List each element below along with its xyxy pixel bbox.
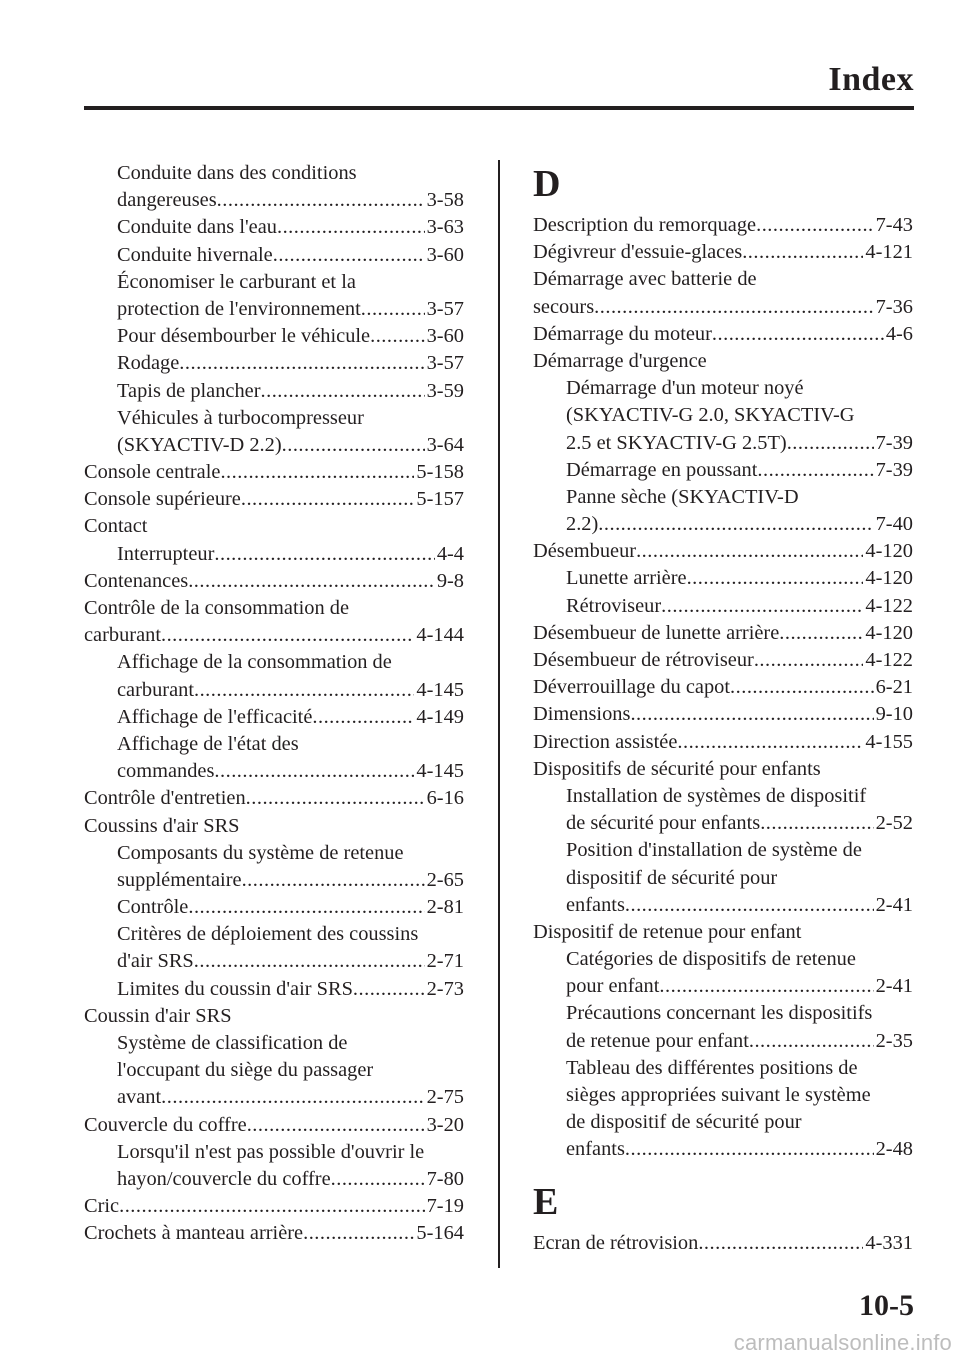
entry-term: Interrupteur <box>117 542 215 565</box>
dot-leader <box>361 296 425 323</box>
entry-page-ref: 4-120 <box>865 540 913 563</box>
entry-term: commandes <box>117 760 215 783</box>
index-subentry <box>566 837 913 864</box>
entry-term: l'occupant du siège du passager <box>117 1059 374 1082</box>
entry-page-ref: 5-157 <box>416 488 464 511</box>
index-entry <box>533 239 913 266</box>
entry-term: Véhicules à turbocompresseur <box>117 406 364 429</box>
dot-leader <box>779 620 863 647</box>
entry-page-ref: 7-40 <box>875 513 913 536</box>
entry-term: Cric <box>84 1195 120 1218</box>
dot-leader <box>242 867 425 894</box>
watermark: carmanualsonline.info <box>733 1330 952 1355</box>
entry-term: Désembueur de rétroviseur <box>533 649 754 671</box>
index-subentry <box>566 430 913 457</box>
entry-term: Affichage de l'efficacité <box>117 705 313 728</box>
dot-leader <box>598 511 873 538</box>
index-subentry <box>117 758 464 785</box>
entry-term: hayon/couvercle du coffre <box>117 1167 331 1190</box>
entry-page-ref: 3-57 <box>426 352 464 375</box>
entry-page-ref: 4-155 <box>865 730 913 753</box>
entry-term: Conduite dans l'eau <box>117 216 277 239</box>
entry-term: (SKYACTIV-G 2.0, SKYACTIV-G <box>566 404 855 427</box>
section-letter: E <box>533 1180 559 1223</box>
entry-page-ref: 3-59 <box>426 379 464 402</box>
index-subentry <box>566 511 913 538</box>
index-subentry <box>566 1082 913 1109</box>
dot-leader <box>246 785 425 812</box>
dot-leader <box>247 1112 425 1139</box>
index-column-left <box>84 160 464 1248</box>
dot-leader <box>303 1220 414 1247</box>
index-subentry <box>117 731 464 758</box>
index-subentry <box>566 593 913 620</box>
index-entry <box>533 674 913 701</box>
dot-leader <box>220 459 414 486</box>
index-entry <box>533 348 913 375</box>
dot-leader <box>188 568 435 595</box>
entry-term: Limites du coussin d'air SRS <box>117 977 353 1000</box>
entry-term: Pour désembourber le véhicule <box>117 325 371 348</box>
entry-page-ref: 4-120 <box>865 567 913 590</box>
dot-leader <box>625 1136 874 1163</box>
index-entry <box>84 1112 464 1139</box>
entry-term: Désembueur de lunette arrière <box>533 621 780 644</box>
dot-leader <box>194 948 425 975</box>
index-subentry <box>117 921 464 948</box>
entry-page-ref: 4-149 <box>416 705 464 728</box>
index-entry <box>84 622 464 649</box>
entry-term: Conduite hivernale <box>117 243 273 266</box>
index-subentry <box>117 677 464 704</box>
dot-leader <box>161 622 414 649</box>
index-subentry <box>117 405 464 432</box>
index-subentry <box>117 894 464 921</box>
entry-term: Démarrage avec batterie de <box>533 268 757 291</box>
index-subentry <box>117 1030 464 1057</box>
dot-leader <box>261 378 425 405</box>
index-subentry <box>566 457 913 484</box>
entry-term: Position d'installation de système de <box>566 839 862 862</box>
entry-page-ref: 2-35 <box>875 1029 913 1052</box>
dot-leader <box>194 677 414 704</box>
entry-term: Lorsqu'il n'est pas possible d'ouvrir le <box>117 1140 425 1163</box>
entry-page-ref: 9-10 <box>875 703 913 726</box>
entry-page-ref: 7-39 <box>875 431 913 454</box>
entry-term: protection de l'environnement <box>117 297 361 320</box>
dot-leader <box>214 541 434 568</box>
dot-leader <box>217 187 425 214</box>
entry-term: 2.5 et SKYACTIV-G 2.5T) <box>566 431 787 454</box>
index-subentry <box>566 973 913 1000</box>
entry-page-ref: 7-39 <box>875 458 913 481</box>
entry-page-ref: 6-16 <box>426 787 464 810</box>
entry-term: Démarrage du moteur <box>533 322 712 345</box>
index-entry <box>84 513 464 540</box>
index-subentry <box>117 840 464 867</box>
index-subentry <box>117 1057 464 1084</box>
index-title: Index <box>828 61 914 98</box>
entry-term: de sécurité pour enfants <box>566 812 761 835</box>
entry-page-ref: 4-144 <box>416 624 464 647</box>
index-subentry <box>117 323 464 350</box>
entry-page-ref: 7-36 <box>875 295 913 318</box>
index-subentry <box>566 1136 913 1163</box>
index-subentry <box>566 865 913 892</box>
index-entry <box>533 1230 913 1257</box>
page-number: 10-5 <box>859 1289 914 1322</box>
index-subentry <box>117 649 464 676</box>
dot-leader <box>661 593 863 620</box>
index-subentry <box>566 565 913 592</box>
entry-term: Dispositif de retenue pour enfant <box>533 920 802 943</box>
dot-leader <box>625 892 874 919</box>
entry-page-ref: 3-58 <box>426 189 464 212</box>
entry-page-ref: 4-120 <box>865 621 913 644</box>
index-entry <box>84 1220 464 1247</box>
index-entry <box>84 1003 464 1030</box>
entry-term: carburant <box>84 624 161 647</box>
entry-term: Ecran de rétrovision <box>533 1231 699 1254</box>
dot-leader <box>119 1193 425 1220</box>
entry-term: Panne sèche (SKYACTIV-D <box>566 485 799 508</box>
index-entry <box>533 538 913 565</box>
entry-page-ref: 9-8 <box>436 569 464 592</box>
entry-term: Dégivreur d'essuie-glaces <box>533 241 743 264</box>
index-subentry <box>566 810 913 837</box>
index-entry <box>84 1193 464 1220</box>
dot-leader <box>756 212 874 239</box>
index-subentry <box>117 350 464 377</box>
entry-term: 2.2) <box>566 513 599 536</box>
dot-leader <box>636 538 863 565</box>
entry-page-ref: 2-52 <box>875 812 913 835</box>
dot-leader <box>760 810 873 837</box>
entry-term: supplémentaire <box>117 868 242 891</box>
entry-term: Tableau des différentes positions de <box>566 1056 858 1079</box>
dot-leader <box>659 973 873 1000</box>
entry-term: Tapis de plancher <box>117 379 261 402</box>
entry-term: Précautions concernant les dispositifs <box>566 1002 873 1025</box>
dot-leader <box>370 323 425 350</box>
entry-term: secours <box>533 295 595 318</box>
entry-term: de dispositif de sécurité pour <box>566 1111 802 1134</box>
entry-term: Système de classification de <box>117 1032 348 1054</box>
entry-term: pour enfant <box>566 975 660 998</box>
entry-page-ref: 2-41 <box>875 893 913 916</box>
entry-page-ref: 2-71 <box>426 950 464 973</box>
index-subentry <box>566 1109 913 1136</box>
entry-term: Crochets à manteau arrière <box>84 1222 304 1245</box>
entry-term: Contrôle d'entretien <box>84 787 246 810</box>
index-subentry <box>117 948 464 975</box>
dot-leader <box>331 1166 425 1193</box>
dot-leader <box>353 976 425 1003</box>
index-entry <box>84 568 464 595</box>
index-entry <box>533 647 913 674</box>
entry-term: Contrôle <box>117 896 189 919</box>
index-subentry <box>566 375 913 402</box>
index-subentry <box>117 976 464 1003</box>
entry-term: Composants du système de retenue <box>117 841 404 864</box>
entry-term: Affichage de l'état des <box>117 732 299 755</box>
index-entry <box>84 785 464 812</box>
entry-term: Conduite dans des conditions <box>117 162 357 184</box>
dot-leader <box>241 486 415 513</box>
entry-page-ref: 3-57 <box>426 297 464 320</box>
index-subentry <box>566 946 913 973</box>
dot-leader <box>698 1230 863 1257</box>
entry-term: dispositif de sécurité pour <box>566 866 778 889</box>
dot-leader <box>787 430 874 457</box>
index-subentry <box>117 432 464 459</box>
dot-leader <box>179 350 424 377</box>
entry-term: Couvercle du coffre <box>84 1113 247 1136</box>
index-subentry <box>117 541 464 568</box>
index-entry <box>533 212 913 239</box>
entry-term: Désembueur <box>533 540 637 563</box>
entry-page-ref: 4-122 <box>865 594 913 617</box>
entry-term: enfants <box>566 1138 625 1161</box>
entry-term: Démarrage d'un moteur noyé <box>566 377 804 400</box>
index-entry <box>533 756 913 783</box>
entry-term: Contenances <box>84 569 189 592</box>
entry-term: Économiser le carburant et la <box>117 270 356 293</box>
entry-page-ref: 4-121 <box>865 241 913 264</box>
entry-page-ref: 3-20 <box>426 1113 464 1136</box>
entry-term: Contact <box>84 515 148 538</box>
index-entry <box>84 813 464 840</box>
dot-leader <box>273 242 425 269</box>
entry-term: dangereuses <box>117 189 217 212</box>
entry-term: Console supérieure <box>84 488 241 511</box>
entry-page-ref: 4-331 <box>865 1231 913 1254</box>
entry-term: Catégories de dispositifs de retenue <box>566 948 856 971</box>
entry-page-ref: 3-60 <box>426 243 464 266</box>
entry-page-ref: 4-145 <box>416 760 464 783</box>
entry-term: Démarrage d'urgence <box>533 349 707 372</box>
entry-term: Affichage de la consommation de <box>117 651 392 674</box>
entry-term: Console centrale <box>84 461 221 484</box>
index-entry <box>533 266 913 293</box>
entry-term: Coussin d'air SRS <box>84 1004 232 1027</box>
entry-term: sièges appropriées suivant le système <box>566 1084 871 1106</box>
index-subentry <box>566 783 913 810</box>
entry-page-ref: 7-43 <box>875 214 913 236</box>
entry-term: carburant <box>117 678 194 701</box>
entry-page-ref: 7-19 <box>426 1195 464 1218</box>
entry-page-ref: 2-81 <box>426 896 464 919</box>
entry-page-ref: 4-6 <box>885 322 913 345</box>
index-subentry <box>566 1055 913 1082</box>
entry-page-ref: 2-65 <box>426 868 464 891</box>
entry-term: Rétroviseur <box>566 594 662 617</box>
entry-term: (SKYACTIV-D 2.2) <box>117 433 282 456</box>
dot-leader <box>742 239 863 266</box>
entry-page-ref: 3-64 <box>426 433 464 456</box>
index-entry <box>84 459 464 486</box>
dot-leader <box>730 674 874 701</box>
entry-page-ref: 2-41 <box>875 975 913 998</box>
entry-page-ref: 2-73 <box>426 977 464 1000</box>
index-subentry <box>566 402 913 429</box>
entry-term: avant <box>117 1086 162 1109</box>
entry-term: Description du remorquage <box>533 214 757 236</box>
dot-leader <box>757 457 873 484</box>
dot-leader <box>282 432 425 459</box>
dot-leader <box>749 1028 874 1055</box>
entry-term: de retenue pour enfant <box>566 1029 749 1052</box>
index-subentry <box>566 892 913 919</box>
entry-term: d'air SRS <box>117 950 194 973</box>
dot-leader <box>214 758 414 785</box>
entry-page-ref: 6-21 <box>875 676 913 699</box>
entry-page-ref: 4-122 <box>865 649 913 671</box>
dot-leader <box>161 1084 424 1111</box>
index-subentry <box>566 484 913 511</box>
index-entry <box>84 486 464 513</box>
entry-page-ref: 5-158 <box>416 461 464 484</box>
entry-term: enfants <box>566 893 625 916</box>
entry-term: Dispositifs de sécurité pour enfants <box>533 757 821 780</box>
index-entry <box>533 620 913 647</box>
index-subentry <box>117 160 464 187</box>
dot-leader <box>277 214 425 241</box>
index-entry <box>533 729 913 756</box>
index-subentry <box>117 242 464 269</box>
index-subentry <box>117 296 464 323</box>
dot-leader <box>754 647 864 674</box>
index-entry <box>533 701 913 728</box>
dot-leader <box>630 701 873 728</box>
entry-page-ref: 5-164 <box>416 1222 464 1245</box>
dot-leader <box>712 321 884 348</box>
column-divider <box>498 160 500 1268</box>
entry-page-ref: 4-145 <box>416 678 464 701</box>
index-subentry <box>566 1000 913 1027</box>
index-subentry <box>117 378 464 405</box>
dot-leader <box>312 704 414 731</box>
entry-term: Installation de systèmes de dispositif <box>566 784 867 807</box>
index-entry <box>533 294 913 321</box>
index-subentry <box>117 214 464 241</box>
entry-page-ref: 3-63 <box>426 216 464 239</box>
entry-page-ref: 4-4 <box>436 542 464 565</box>
letter-gap <box>533 1164 913 1178</box>
index-subentry <box>117 269 464 296</box>
entry-term: Rodage <box>117 352 180 375</box>
dot-leader <box>677 729 863 756</box>
entry-term: Lunette arrière <box>566 567 687 590</box>
section-letter: D <box>533 163 561 205</box>
index-entry <box>533 919 913 946</box>
index-column-right <box>533 160 913 1257</box>
entry-term: Contrôle de la consommation de <box>84 597 350 619</box>
entry-term: Direction assistée <box>533 730 678 753</box>
index-subentry <box>566 1028 913 1055</box>
entry-page-ref: 3-60 <box>426 325 464 348</box>
index-entry <box>533 321 913 348</box>
index-subentry <box>117 704 464 731</box>
index-subentry <box>117 187 464 214</box>
index-subentry <box>117 1166 464 1193</box>
entry-term: Coussins d'air SRS <box>84 814 240 837</box>
index-subentry <box>117 1139 464 1166</box>
entry-term: Critères de déploiement des coussins <box>117 923 419 946</box>
entry-term: Dimensions <box>533 703 631 726</box>
index-subentry <box>117 867 464 894</box>
header-rule <box>84 106 914 110</box>
index-entry <box>84 595 464 622</box>
dot-leader <box>687 565 864 592</box>
dot-leader <box>594 294 873 321</box>
entry-term: Démarrage en poussant <box>566 458 758 481</box>
entry-page-ref: 7-80 <box>426 1167 464 1190</box>
entry-page-ref: 2-48 <box>875 1138 913 1161</box>
index-subentry <box>117 1084 464 1111</box>
entry-page-ref: 2-75 <box>426 1086 464 1109</box>
entry-term: Déverrouillage du capot <box>533 676 731 699</box>
dot-leader <box>188 894 424 921</box>
